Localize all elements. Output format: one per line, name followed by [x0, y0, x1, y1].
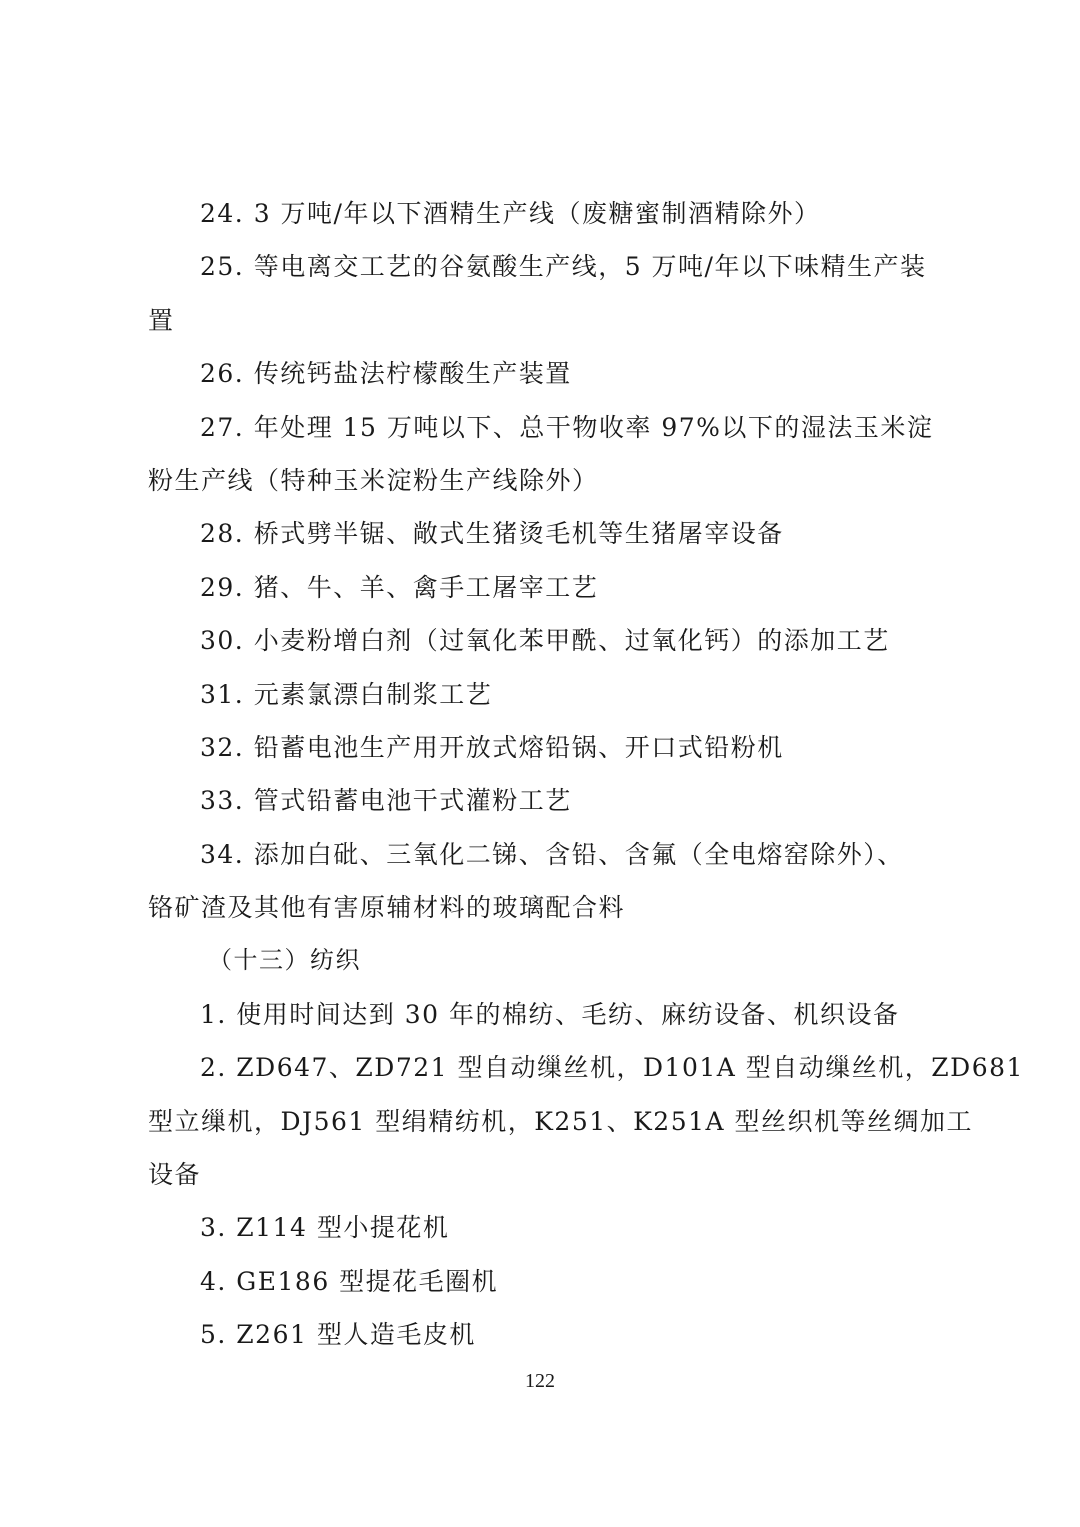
list-item-4: 4. GE186 型提花毛圈机	[200, 1266, 499, 1296]
list-item-28: 28. 桥式劈半锯、敞式生猪烫毛机等生猪屠宰设备	[200, 519, 784, 549]
list-item-2-continued-2: 设备	[148, 1160, 202, 1190]
list-item-2-continued: 型立缫机，DJ561 型绢精纺机，K251、K251A 型丝织机等丝绸加工	[148, 1106, 974, 1136]
list-item-25-continued: 置	[148, 305, 175, 335]
list-item-27-continued: 粉生产线（特种玉米淀粉生产线除外）	[148, 465, 599, 495]
document-body	[148, 187, 1024, 1362]
list-item-31: 31. 元素氯漂白制浆工艺	[200, 679, 493, 709]
list-item-33: 33. 管式铅蓄电池干式灌粉工艺	[200, 786, 572, 816]
list-item-29: 29. 猪、牛、羊、禽手工屠宰工艺	[200, 572, 599, 602]
list-item-5: 5. Z261 型人造毛皮机	[200, 1320, 476, 1350]
section-heading: （十三）纺织	[208, 946, 361, 975]
list-item-25: 25. 等电离交工艺的谷氨酸生产线，5 万吨/年以下味精生产装	[200, 252, 927, 282]
list-item-26: 26. 传统钙盐法柠檬酸生产装置	[200, 359, 572, 389]
list-item-27: 27. 年处理 15 万吨以下、总干物收率 97%以下的湿法玉米淀	[200, 412, 934, 442]
list-item-32: 32. 铅蓄电池生产用开放式熔铅锅、开口式铅粉机	[200, 732, 784, 762]
list-item-34-continued: 铬矿渣及其他有害原辅材料的玻璃配合料	[148, 893, 626, 923]
list-item-3: 3. Z114 型小提花机	[200, 1213, 450, 1243]
list-item-1: 1. 使用时间达到 30 年的棉纺、毛纺、麻纺设备、机织设备	[200, 999, 900, 1029]
list-item-2: 2. ZD647、ZD721 型自动缫丝机，D101A 型自动缫丝机，ZD681	[200, 1053, 1024, 1083]
list-item-24: 24. 3 万吨/年以下酒精生产线（废糖蜜制酒精除外）	[200, 199, 821, 228]
list-item-34: 34. 添加白砒、三氧化二锑、含铅、含氟（全电熔窑除外）、	[200, 839, 904, 869]
page-number: 122	[525, 1370, 555, 1392]
list-item-30: 30. 小麦粉增白剂（过氧化苯甲酰、过氧化钙）的添加工艺	[200, 626, 890, 656]
